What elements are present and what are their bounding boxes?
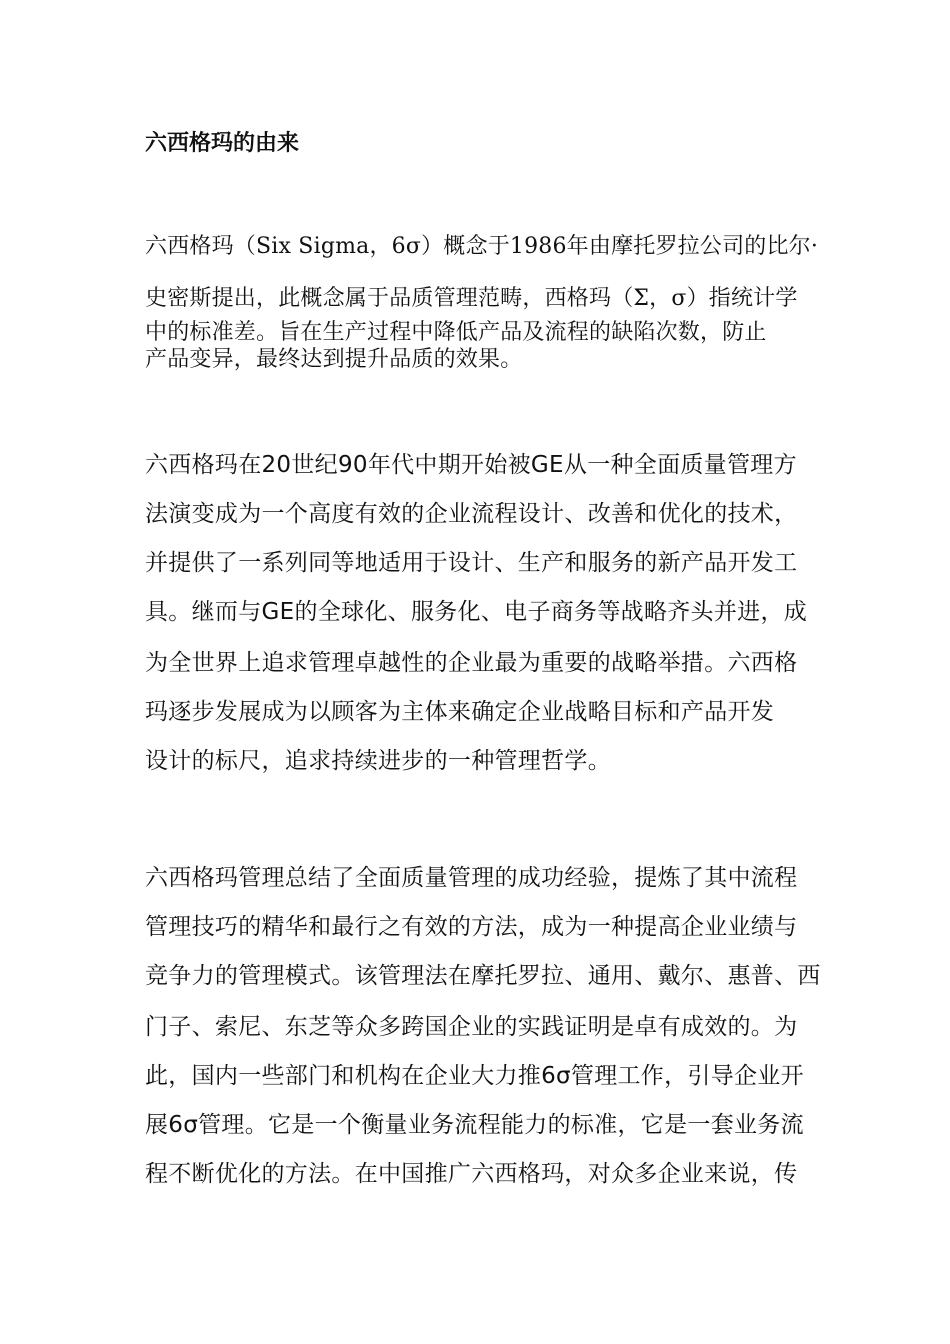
paragraph-line: 六西格玛在20世纪90年代中期开始被GE从一种全面质量管理方 [145,452,797,478]
paragraph-line: 程不断优化的方法。在中国推广六西格玛，对众多企业来说，传 [145,1161,798,1187]
paragraph-line: 六西格玛管理总结了全面质量管理的成功经验，提炼了其中流程 [145,865,798,891]
paragraph-line: 竞争力的管理模式。该管理法在摩托罗拉、通用、戴尔、惠普、西 [145,963,821,989]
paragraph-line: 玛逐步发展成为以顾客为主体来确定企业战略目标和产品开发 [145,699,775,725]
paragraph-line: 具。继而与GE的全球化、服务化、电子商务等战略齐头并进，成 [145,599,808,625]
paragraph-line: 六西格玛（Six Sigma，6σ）概念于1986年由摩托罗拉公司的比尔· [145,234,819,259]
paragraph-line: 为全世界上追求管理卓越性的企业最为重要的战略举措。六西格 [145,650,798,676]
paragraph-line: 展6σ管理。它是一个衡量业务流程能力的标准，它是一套业务流 [145,1112,804,1138]
paragraph-line: 中的标准差。旨在生产过程中降低产品及流程的缺陷次数，防止 [145,320,767,345]
paragraph-line: 史密斯提出，此概念属于品质管理范畴，西格玛（Σ，σ）指统计学 [145,286,798,311]
paragraph-line: 管理技巧的精华和最行之有效的方法，成为一种提高企业业绩与 [145,914,798,940]
paragraph-line: 设计的标尺，追求持续进步的一种管理哲学。 [145,748,611,774]
paragraph-line: 门子、索尼、东芝等众多跨国企业的实践证明是卓有成效的。为 [145,1014,798,1040]
paragraph-line: 产品变异，最终达到提升品质的效果。 [145,347,523,372]
paragraph-line: 并提供了一系列同等地适用于设计、生产和服务的新产品开发工 [145,550,798,576]
paragraph-line: 法演变成为一个高度有效的企业流程设计、改善和优化的技术， [145,501,798,527]
document-title: 六西格玛的由来 [145,131,300,156]
paragraph-line: 此，国内一些部门和机构在企业大力推6σ管理工作，引导企业开 [145,1063,804,1089]
